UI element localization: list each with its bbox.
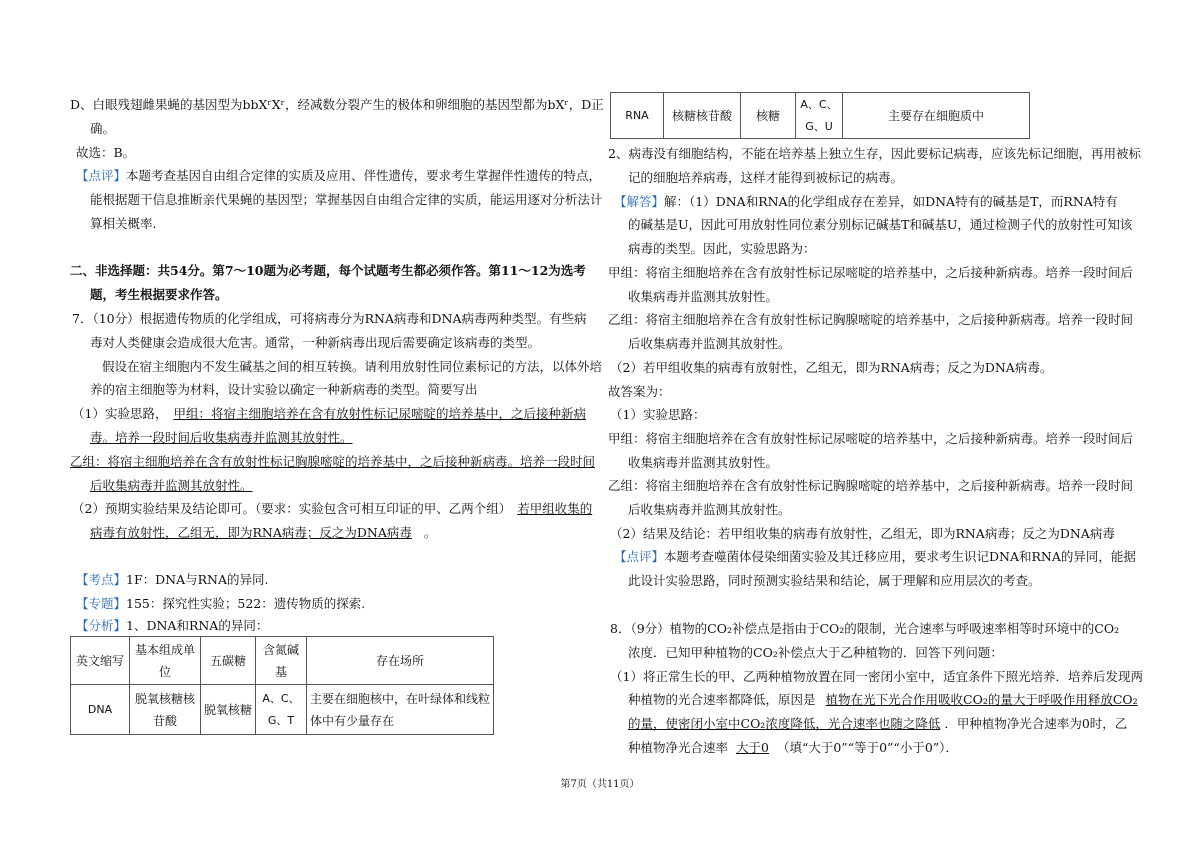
- q7-part2-answer-1: 若甲组收集的: [517, 501, 593, 516]
- q8-suffix: （填“大于0”“等于0”“小于0”）．: [776, 740, 958, 755]
- solution-text-1: 解：（1）DNA和RNA的化学组成存在差异，如DNA特有的碱基是T，而RNA特有: [664, 194, 1118, 209]
- comment-2-line-1: [614, 545, 1136, 569]
- th-abbr: 英文缩写: [71, 637, 130, 685]
- fenxi-line: [76, 614, 268, 638]
- analysis-2-line-2: 记的细胞培养病毒，这样才能得到被标记的病毒。: [628, 170, 904, 185]
- zhuanti-text: 155：探究性实验；522：遗传物质的探索.: [126, 596, 366, 611]
- q7-part1-label: （1）实验思路，: [72, 406, 168, 421]
- solution-line-3: 病毒的类型。因此，实验思路为：: [628, 241, 816, 256]
- td-dna-sugar: 脱氧核糖: [201, 685, 256, 735]
- question-7-line-3: 假设在宿主细胞内不发生碱基之间的相互转换。请利用放射性同位素标记的方法，以体外培: [102, 359, 603, 374]
- question-8-line-6: [628, 736, 958, 760]
- analysis-2-line-1: 2、病毒没有细胞结构，不能在培养基上独立生存，因此要标记病毒，应该先标记细胞，再用被标: [608, 146, 1141, 161]
- solution-tag: 【解答】: [614, 194, 665, 209]
- td-dna-location: 主要在细胞核中，在叶绿体和线粒体中有少量存在: [307, 685, 494, 735]
- solution-line-2: 的碱基是U，因此可用放射性同位素分别标记碱基T和碱基U，通过检测子代的放射性可知该: [628, 217, 1133, 232]
- kaodian-line: [76, 568, 268, 592]
- dna-rna-table: [70, 636, 494, 735]
- fenxi-tag: 【分析】: [76, 618, 127, 633]
- td-rna-location: 主要存在细胞质中: [843, 93, 1030, 139]
- th-base: 含氮碱基: [256, 637, 307, 685]
- answer-line-4: 乙组：将宿主细胞培养在含有放射性标记胸腺嘧啶的培养基中，之后接种新病毒。培养一段时间: [608, 478, 1134, 493]
- section-heading: 二、非选择题：共54分。第7～10题为必考题，每个试题考生都必须作答。第11～12为选考: [70, 263, 586, 278]
- kaodian-text: 1F：DNA与RNA的异同.: [126, 572, 269, 587]
- answer-line-3: 收集病毒并监测其放射性。: [628, 455, 779, 470]
- answer-choice: 故选：B。: [76, 145, 136, 160]
- fenxi-text: 1、DNA和RNA的异同：: [126, 618, 269, 633]
- answer-heading: 故答案为：: [608, 384, 671, 399]
- comment-2-line-2: 此设计实验思路，同时预测实验结果和结论，属于理解和应用层次的考查。: [628, 573, 1041, 588]
- q8-prefix: 种植物的光合速率都降低，原因是: [628, 692, 816, 707]
- comment-line-3: 算相关概率.: [90, 216, 157, 231]
- solution-line-5: 收集病毒并监测其放射性。: [628, 289, 779, 304]
- q8-prefix-2: 种植物净光合速率: [628, 740, 729, 755]
- table-header-row: [71, 637, 494, 685]
- q7-part1-answer-1: 甲组：将宿主细胞培养在含有放射性标记尿嘧啶的培养基中，之后接种新病: [173, 406, 586, 421]
- th-unit: 基本组成单位: [130, 637, 201, 685]
- q7-part1-answer-2: 毒。培养一段时间后收集病毒并监测其放射性。: [90, 430, 353, 445]
- answer-line-2: 甲组：将宿主细胞培养在含有放射性标记尿嘧啶的培养基中，之后接种新病毒。培养一段时间后: [608, 431, 1134, 446]
- question-7-line-2: 毒对人类健康会造成很大危害。通常，一种新病毒出现后需要确定该病毒的类型。: [90, 335, 541, 350]
- comment-2-tag: 【点评】: [614, 549, 665, 564]
- option-d-line: D、白眼残翅雌果蝇的基因型为bbXʳXʳ，经减数分裂产生的极体和卵细胞的基因型都为bXʳ，D正: [70, 97, 604, 112]
- q7-part1-answer-4: 后收集病毒并监测其放射性。: [90, 478, 253, 493]
- question-8-line-3: （1）将正常生长的甲、乙两种植物放置在同一密闭小室中，适宜条件下照光培养．培养后发现两: [610, 669, 1143, 684]
- zhuanti-line: [76, 592, 365, 616]
- question-8-line-2: 浓度．已知甲种植物的CO₂补偿点大于乙种植物的．回答下列问题：: [628, 645, 1003, 660]
- td-rna-base: A、C、G、U: [796, 93, 843, 139]
- answer-line-5: 后收集病毒并监测其放射性。: [628, 502, 791, 517]
- td-dna-base: A、C、G、T: [256, 685, 307, 735]
- kaodian-tag: 【考点】: [76, 572, 127, 587]
- question-8-line-4: [628, 688, 1138, 712]
- comment-line-2: 能根据题干信息推断亲代果蝇的基因型；掌握基因自由组合定律的实质，能运用逐对分析法计: [90, 192, 603, 207]
- q8-mid: ．甲种植物净光合速率为0时，乙: [944, 716, 1128, 731]
- th-location: 存在场所: [307, 637, 494, 685]
- solution-line-6: 乙组：将宿主细胞培养在含有放射性标记胸腺嘧啶的培养基中，之后接种新病毒。培养一段时间: [608, 312, 1134, 327]
- td-rna-sugar: 核糖: [741, 93, 796, 139]
- comment-text-1: 本题考查基因自由组合定律的实质及应用、伴性遗传，要求考生掌握伴性遗传的特点，: [126, 168, 602, 183]
- q7-part2-line-2: [90, 521, 436, 545]
- option-d-line-2: 确。: [90, 121, 116, 136]
- table-row-dna: [71, 685, 494, 735]
- answer-line-6: （2）结果及结论：若甲组收集的病毒有放射性，乙组无，即为RNA病毒；反之为DNA病毒: [610, 526, 1115, 541]
- question-8-line-1: 8．（9分）植物的CO₂补偿点是指由于CO₂的限制，光合速率与呼吸速率相等时环境中的CO₂: [610, 621, 1120, 636]
- td-dna-abbr: DNA: [71, 685, 130, 735]
- q7-part2-end: 。: [423, 525, 437, 540]
- section-heading-2: 题，考生根据要求作答。: [90, 287, 228, 302]
- td-rna-abbr: RNA: [611, 93, 664, 139]
- q7-part2-answer-2: 病毒有放射性，乙组无，即为RNA病毒；反之为DNA病毒: [90, 525, 412, 540]
- solution-line-4: 甲组：将宿主细胞培养在含有放射性标记尿嘧啶的培养基中，之后接种新病毒。培养一段时间后: [608, 265, 1134, 280]
- zhuanti-tag: 【专题】: [76, 596, 127, 611]
- solution-line-8: （2）若甲组收集的病毒有放射性，乙组无，即为RNA病毒；反之为DNA病毒。: [610, 360, 1053, 375]
- comment-tag: 【点评】: [76, 168, 127, 183]
- answer-line-1: （1）实验思路：: [610, 407, 706, 422]
- table-row-rna: [611, 93, 1030, 139]
- q8-answer-1: 植物在光下光合作用吸收CO₂的量大于呼吸作用释放CO₂: [825, 692, 1138, 707]
- th-sugar: 五碳糖: [201, 637, 256, 685]
- comment-line-1: [76, 164, 601, 188]
- question-7-line-1: 7．（10分）根据遗传物质的化学组成，可将病毒分为RNA病毒和DNA病毒两种类型。有些病: [72, 311, 587, 326]
- rna-table-continued: [610, 92, 1030, 139]
- question-8-line-5: [628, 712, 1127, 736]
- q7-part1-answer-3: 乙组：将宿主细胞培养在含有放射性标记胸腺嘧啶的培养基中，之后接种新病毒。培养一段时间: [70, 454, 596, 469]
- page-footer: 第7页（共11页）: [560, 779, 640, 790]
- solution-line-7: 后收集病毒并监测其放射性。: [628, 336, 791, 351]
- q8-answer-3: 大于0: [736, 740, 769, 755]
- q7-part2-line: [72, 497, 592, 521]
- solution-line-1: [614, 190, 1118, 214]
- td-dna-unit: 脱氧核糖核苷酸: [130, 685, 201, 735]
- question-7-line-4: 养的宿主细胞等为材料，设计实验以确定一种新病毒的类型。简要写出: [90, 382, 478, 397]
- q8-answer-2: 的量，使密闭小室中CO₂浓度降低，光合速率也随之降低: [628, 716, 941, 731]
- q7-part1-line: [72, 402, 586, 426]
- q7-part2-label: （2）预期实验结果及结论即可。（要求：实验包含可相互印证的甲、乙两个组）: [72, 501, 512, 516]
- td-rna-unit: 核糖核苷酸: [664, 93, 741, 139]
- comment-2-text-1: 本题考查噬菌体侵染细菌实验及其迁移应用，要求考生识记DNA和RNA的异同，能据: [664, 549, 1136, 564]
